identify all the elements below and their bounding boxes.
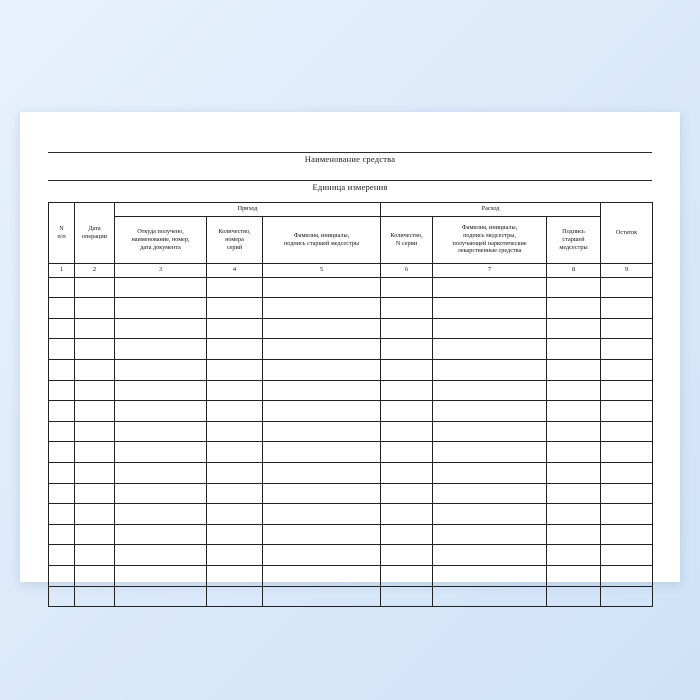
- table-cell-r5c4[interactable]: [207, 360, 263, 381]
- table-cell-r10c2[interactable]: [75, 463, 115, 484]
- table-cell-r14c6[interactable]: [381, 545, 433, 566]
- table-cell-r13c4[interactable]: [207, 524, 263, 545]
- table-cell-r8c7[interactable]: [433, 421, 547, 442]
- table-cell-r9c9[interactable]: [601, 442, 653, 463]
- table-row: [49, 442, 653, 463]
- column-header-3: Откуда получено, наименование, номер, дата документа: [115, 216, 207, 263]
- table-cell-r11c7[interactable]: [433, 483, 547, 504]
- table-cell-r3c5[interactable]: [263, 318, 381, 339]
- table-cell-r4c9[interactable]: [601, 339, 653, 360]
- table-cell-r16c8[interactable]: [547, 586, 601, 607]
- table-cell-r10c3[interactable]: [115, 463, 207, 484]
- group-header-income: Приход: [115, 202, 381, 216]
- table-cell-r7c2[interactable]: [75, 401, 115, 422]
- table-cell-r16c3[interactable]: [115, 586, 207, 607]
- table-cell-r4c3[interactable]: [115, 339, 207, 360]
- unit-caption: Единица измерения: [312, 182, 388, 193]
- table-cell-r6c4[interactable]: [207, 380, 263, 401]
- table-cell-r4c1[interactable]: [49, 339, 75, 360]
- column-header-5: Фамилия, инициалы, подпись старшей медсестры: [263, 216, 381, 263]
- column-header-2: Дата операции: [75, 202, 115, 263]
- table-cell-r10c1[interactable]: [49, 463, 75, 484]
- table-cell-r10c6[interactable]: [381, 463, 433, 484]
- table-cell-r15c5[interactable]: [263, 566, 381, 587]
- table-row: [49, 277, 653, 298]
- table-cell-r11c2[interactable]: [75, 483, 115, 504]
- table-cell-r1c6[interactable]: [381, 277, 433, 298]
- table-cell-r5c5[interactable]: [263, 360, 381, 381]
- table-cell-r15c2[interactable]: [75, 566, 115, 587]
- table-cell-r9c1[interactable]: [49, 442, 75, 463]
- column-number-2: 2: [75, 263, 115, 277]
- table-cell-r11c6[interactable]: [381, 483, 433, 504]
- table-cell-r13c3[interactable]: [115, 524, 207, 545]
- table-cell-r15c6[interactable]: [381, 566, 433, 587]
- column-header-9: Остаток: [601, 202, 653, 263]
- table-row: [49, 421, 653, 442]
- table-cell-r12c4[interactable]: [207, 504, 263, 525]
- table-cell-r16c2[interactable]: [75, 586, 115, 607]
- table-cell-r15c4[interactable]: [207, 566, 263, 587]
- table-cell-r15c3[interactable]: [115, 566, 207, 587]
- table-cell-r5c6[interactable]: [381, 360, 433, 381]
- table-cell-r16c7[interactable]: [433, 586, 547, 607]
- table-cell-r6c3[interactable]: [115, 380, 207, 401]
- table-cell-r2c8[interactable]: [547, 298, 601, 319]
- table-cell-r9c8[interactable]: [547, 442, 601, 463]
- table-cell-r14c8[interactable]: [547, 545, 601, 566]
- table-row: [49, 401, 653, 422]
- table-cell-r15c1[interactable]: [49, 566, 75, 587]
- table-row: [49, 360, 653, 381]
- table-cell-r6c1[interactable]: [49, 380, 75, 401]
- table-cell-r7c3[interactable]: [115, 401, 207, 422]
- table-cell-r10c9[interactable]: [601, 463, 653, 484]
- table-cell-r12c1[interactable]: [49, 504, 75, 525]
- table-cell-r7c9[interactable]: [601, 401, 653, 422]
- column-header-7: Фамилия, инициалы, подпись медсестры, получающей наркотические лекарственные средства: [433, 216, 547, 263]
- table-cell-r12c2[interactable]: [75, 504, 115, 525]
- table-cell-r15c7[interactable]: [433, 566, 547, 587]
- table-head: [49, 202, 653, 277]
- table-cell-r1c1[interactable]: [49, 277, 75, 298]
- table-cell-r14c4[interactable]: [207, 545, 263, 566]
- table-cell-r8c8[interactable]: [547, 421, 601, 442]
- header-fields: [48, 134, 652, 196]
- table-cell-r11c3[interactable]: [115, 483, 207, 504]
- table-cell-r14c1[interactable]: [49, 545, 75, 566]
- table-cell-r5c3[interactable]: [115, 360, 207, 381]
- table-cell-r7c5[interactable]: [263, 401, 381, 422]
- table-cell-r2c7[interactable]: [433, 298, 547, 319]
- table-cell-r15c8[interactable]: [547, 566, 601, 587]
- table-cell-r2c4[interactable]: [207, 298, 263, 319]
- table-cell-r1c8[interactable]: [547, 277, 601, 298]
- column-header-row: [49, 216, 653, 263]
- table-cell-r6c6[interactable]: [381, 380, 433, 401]
- table-cell-r14c3[interactable]: [115, 545, 207, 566]
- table-cell-r6c8[interactable]: [547, 380, 601, 401]
- table-cell-r1c4[interactable]: [207, 277, 263, 298]
- register-table: [48, 202, 653, 608]
- table-row: [49, 339, 653, 360]
- table-cell-r2c6[interactable]: [381, 298, 433, 319]
- table-cell-r12c3[interactable]: [115, 504, 207, 525]
- table-cell-r13c6[interactable]: [381, 524, 433, 545]
- table-cell-r14c9[interactable]: [601, 545, 653, 566]
- table-cell-r2c3[interactable]: [115, 298, 207, 319]
- table-cell-r3c7[interactable]: [433, 318, 547, 339]
- group-header-row: [49, 202, 653, 216]
- table-row: [49, 380, 653, 401]
- table-cell-r10c5[interactable]: [263, 463, 381, 484]
- table-cell-r6c2[interactable]: [75, 380, 115, 401]
- table-cell-r15c9[interactable]: [601, 566, 653, 587]
- column-header-8: Подпись старшей медсестры: [547, 216, 601, 263]
- table-cell-r4c8[interactable]: [547, 339, 601, 360]
- table-cell-r4c5[interactable]: [263, 339, 381, 360]
- table-cell-r2c5[interactable]: [263, 298, 381, 319]
- table-row: [49, 586, 653, 607]
- table-cell-r9c7[interactable]: [433, 442, 547, 463]
- table-cell-r10c8[interactable]: [547, 463, 601, 484]
- column-number-6: 6: [381, 263, 433, 277]
- table-cell-r10c4[interactable]: [207, 463, 263, 484]
- table-row: [49, 504, 653, 525]
- table-cell-r4c4[interactable]: [207, 339, 263, 360]
- table-cell-r16c1[interactable]: [49, 586, 75, 607]
- table-cell-r2c1[interactable]: [49, 298, 75, 319]
- table-cell-r11c9[interactable]: [601, 483, 653, 504]
- table-cell-r7c7[interactable]: [433, 401, 547, 422]
- table-cell-r9c5[interactable]: [263, 442, 381, 463]
- column-number-4: 4: [207, 263, 263, 277]
- column-number-1: 1: [49, 263, 75, 277]
- table-row: [49, 545, 653, 566]
- column-number-8: 8: [547, 263, 601, 277]
- column-number-9: 9: [601, 263, 653, 277]
- table-cell-r8c9[interactable]: [601, 421, 653, 442]
- table-cell-r14c2[interactable]: [75, 545, 115, 566]
- medicine-name-caption: Наименование средства: [304, 154, 396, 164]
- table-cell-r3c1[interactable]: [49, 318, 75, 339]
- table-cell-r12c8[interactable]: [547, 504, 601, 525]
- table-cell-r13c2[interactable]: [75, 524, 115, 545]
- medicine-name-writeline[interactable]: [48, 134, 652, 153]
- table-cell-r6c5[interactable]: [263, 380, 381, 401]
- column-header-1: N п/п: [49, 202, 75, 263]
- table-cell-r8c2[interactable]: [75, 421, 115, 442]
- table-cell-r16c5[interactable]: [263, 586, 381, 607]
- table-row: [49, 463, 653, 484]
- table-cell-r13c9[interactable]: [601, 524, 653, 545]
- table-cell-r8c1[interactable]: [49, 421, 75, 442]
- table-cell-r3c8[interactable]: [547, 318, 601, 339]
- table-cell-r12c6[interactable]: [381, 504, 433, 525]
- table-cell-r14c5[interactable]: [263, 545, 381, 566]
- table-cell-r11c5[interactable]: [263, 483, 381, 504]
- table-row: [49, 298, 653, 319]
- table-cell-r16c4[interactable]: [207, 586, 263, 607]
- table-cell-r3c3[interactable]: [115, 318, 207, 339]
- table-cell-r12c5[interactable]: [263, 504, 381, 525]
- table-cell-r12c7[interactable]: [433, 504, 547, 525]
- table-cell-r11c1[interactable]: [49, 483, 75, 504]
- table-row: [49, 318, 653, 339]
- table-row: [49, 524, 653, 545]
- table-row: [49, 483, 653, 504]
- table-cell-r3c6[interactable]: [381, 318, 433, 339]
- table-body: [49, 277, 653, 607]
- table-cell-r7c8[interactable]: [547, 401, 601, 422]
- table-cell-r12c9[interactable]: [601, 504, 653, 525]
- table-cell-r9c6[interactable]: [381, 442, 433, 463]
- column-number-3: 3: [115, 263, 207, 277]
- column-number-5: 5: [263, 263, 381, 277]
- table-cell-r13c5[interactable]: [263, 524, 381, 545]
- table-cell-r8c3[interactable]: [115, 421, 207, 442]
- table-cell-r14c7[interactable]: [433, 545, 547, 566]
- table-cell-r2c9[interactable]: [601, 298, 653, 319]
- table-cell-r7c6[interactable]: [381, 401, 433, 422]
- table-cell-r11c8[interactable]: [547, 483, 601, 504]
- table-cell-r1c2[interactable]: [75, 277, 115, 298]
- table-cell-r6c9[interactable]: [601, 380, 653, 401]
- table-cell-r8c5[interactable]: [263, 421, 381, 442]
- table-cell-r1c3[interactable]: [115, 277, 207, 298]
- table-cell-r1c5[interactable]: [263, 277, 381, 298]
- table-cell-r5c8[interactable]: [547, 360, 601, 381]
- table-row: [49, 566, 653, 587]
- table-cell-r11c4[interactable]: [207, 483, 263, 504]
- table-cell-r9c3[interactable]: [115, 442, 207, 463]
- column-number-row: [49, 263, 653, 277]
- table-cell-r8c4[interactable]: [207, 421, 263, 442]
- column-header-6: Количество, N серии: [381, 216, 433, 263]
- table-cell-r13c8[interactable]: [547, 524, 601, 545]
- document-content: [48, 134, 652, 564]
- table-cell-r7c1[interactable]: [49, 401, 75, 422]
- table-cell-r2c2[interactable]: [75, 298, 115, 319]
- column-header-4: Количество, номера серий: [207, 216, 263, 263]
- table-cell-r5c1[interactable]: [49, 360, 75, 381]
- table-cell-r3c2[interactable]: [75, 318, 115, 339]
- table-cell-r3c4[interactable]: [207, 318, 263, 339]
- table-cell-r4c7[interactable]: [433, 339, 547, 360]
- table-cell-r1c7[interactable]: [433, 277, 547, 298]
- group-header-expense: Расход: [381, 202, 601, 216]
- unit-writeline[interactable]: [48, 167, 652, 181]
- table-cell-r5c7[interactable]: [433, 360, 547, 381]
- document-sheet: [20, 112, 680, 582]
- table-cell-r16c6[interactable]: [381, 586, 433, 607]
- table-cell-r10c7[interactable]: [433, 463, 547, 484]
- table-cell-r9c4[interactable]: [207, 442, 263, 463]
- table-cell-r1c9[interactable]: [601, 277, 653, 298]
- table-cell-r9c2[interactable]: [75, 442, 115, 463]
- column-number-7: 7: [433, 263, 547, 277]
- table-cell-r4c2[interactable]: [75, 339, 115, 360]
- table-cell-r6c7[interactable]: [433, 380, 547, 401]
- table-cell-r8c6[interactable]: [381, 421, 433, 442]
- table-cell-r4c6[interactable]: [381, 339, 433, 360]
- table-cell-r16c9[interactable]: [601, 586, 653, 607]
- table-cell-r7c4[interactable]: [207, 401, 263, 422]
- table-cell-r3c9[interactable]: [601, 318, 653, 339]
- table-cell-r5c9[interactable]: [601, 360, 653, 381]
- table-cell-r5c2[interactable]: [75, 360, 115, 381]
- table-cell-r13c1[interactable]: [49, 524, 75, 545]
- table-cell-r13c7[interactable]: [433, 524, 547, 545]
